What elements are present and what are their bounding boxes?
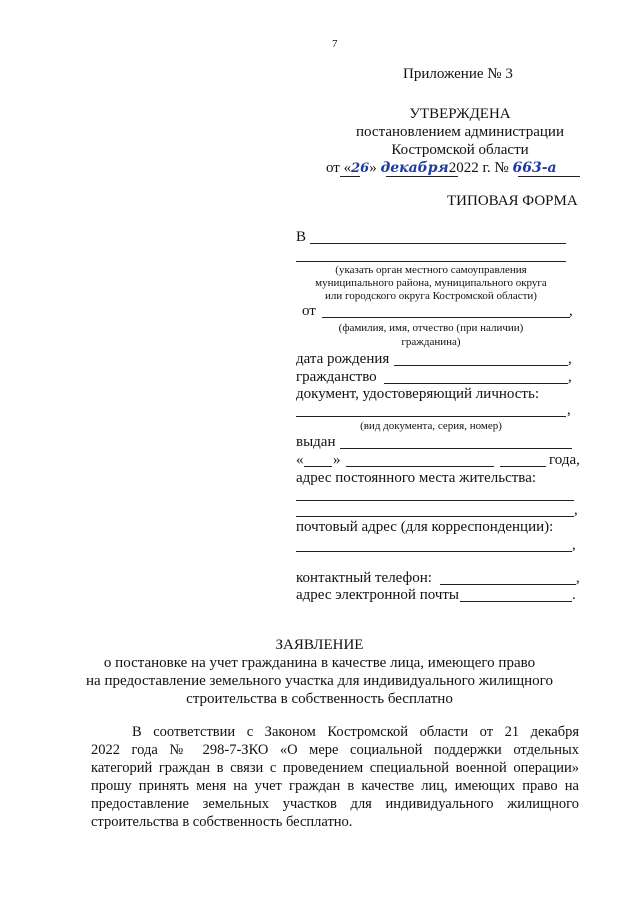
body-line-2: 2022 года № 298-7-ЗКО «О мере социальной поддержки отдельных <box>91 742 579 758</box>
from-comma: , <box>569 303 573 319</box>
to-hint-2: муниципального района, муниципального округа <box>315 277 547 289</box>
to-hint-1: (указать орган местного самоуправления <box>335 264 527 276</box>
phone-field[interactable] <box>440 584 576 585</box>
id-document-field[interactable] <box>296 416 566 417</box>
body-line-1: В соответствии с Законом Костромской области от 21 декабря <box>132 724 579 740</box>
statement-subtitle-3: строительства в собственность бесплатно <box>186 691 453 707</box>
from-hint-2: гражданина) <box>401 336 461 348</box>
birth-date-label: дата рождения <box>296 351 390 367</box>
id-document-comma: , <box>567 402 571 418</box>
issue-month-field[interactable] <box>346 466 494 467</box>
phone-label: контактный телефон: <box>296 570 432 586</box>
approval-line-1: постановлением администрации <box>356 124 564 140</box>
to-field-line-1[interactable] <box>310 243 566 244</box>
from-hint-1: (фамилия, имя, отчество (при наличии) <box>338 322 524 334</box>
number-handwritten: 663-а <box>512 160 557 176</box>
email-label: адрес электронной почты <box>296 587 460 603</box>
date-day-underline <box>340 176 360 177</box>
id-document-hint: (вид документа, серия, номер) <box>360 420 502 432</box>
approval-date-line <box>326 160 557 177</box>
date-day-handwritten: 26 <box>351 161 370 176</box>
id-document-label: документ, удостоверяющий личность: <box>296 386 539 402</box>
issue-date-open: « <box>296 452 304 468</box>
date-mid: » <box>369 160 377 176</box>
from-label: от <box>302 303 316 319</box>
residence-field-line-1[interactable] <box>296 500 574 501</box>
body-line-6: строительства в собственность бесплатно. <box>91 814 353 830</box>
phone-comma: , <box>576 570 580 586</box>
to-hint-3: или городского округа Костромской области) <box>325 290 537 302</box>
issued-field[interactable] <box>340 448 572 449</box>
date-prefix: от « <box>326 160 352 176</box>
from-field-line[interactable] <box>322 317 570 318</box>
postal-label: почтовый адрес (для корреспонденции): <box>296 519 554 535</box>
issue-year-suffix: года, <box>549 452 580 468</box>
date-month-underline <box>386 176 458 177</box>
issue-date-close: » <box>333 452 341 468</box>
residence-label: адрес постоянного места жительства: <box>296 470 537 486</box>
citizenship-comma: , <box>568 369 572 385</box>
body-line-5: предоставление земельных участков для индивидуального жилищного <box>91 796 579 812</box>
postal-comma: , <box>572 537 576 553</box>
issued-label: выдан <box>296 434 336 450</box>
date-year: 2022 г. № <box>448 160 509 176</box>
appendix-label: Приложение № 3 <box>403 66 513 82</box>
number-underline <box>518 176 580 177</box>
birth-comma: , <box>568 351 572 367</box>
issue-day-field[interactable] <box>304 466 332 467</box>
residence-comma: , <box>574 502 578 518</box>
statement-subtitle-1: о постановке на учет гражданина в качестве лица, имеющего право <box>103 655 536 671</box>
citizenship-field[interactable] <box>384 383 568 384</box>
birth-date-field[interactable] <box>394 365 568 366</box>
approval-line-2: Костромской области <box>391 142 529 158</box>
email-period: . <box>572 587 576 603</box>
to-field-line-2[interactable] <box>296 261 566 262</box>
issue-year-field[interactable] <box>500 466 546 467</box>
postal-field[interactable] <box>296 551 572 552</box>
date-month-handwritten: декабря <box>380 160 449 176</box>
body-line-3: категорий граждан в связи с проведением специальной военной операции» <box>91 760 579 776</box>
statement-subtitle-2: на предоставление земельного участка для индивидуального жилищного <box>86 673 553 689</box>
page-number: 7 <box>332 38 338 50</box>
approval-title: УТВЕРЖДЕНА <box>409 106 511 122</box>
citizenship-label: гражданство <box>296 369 377 385</box>
body-line-4: прошу принять меня на учет граждан в качестве лиц, имеющих право на <box>91 778 579 794</box>
to-label: В <box>296 229 307 245</box>
residence-field-line-2[interactable] <box>296 516 574 517</box>
form-type-label: ТИПОВАЯ ФОРМА <box>447 193 578 209</box>
email-field[interactable] <box>460 601 572 602</box>
statement-title: ЗАЯВЛЕНИЕ <box>275 637 364 653</box>
